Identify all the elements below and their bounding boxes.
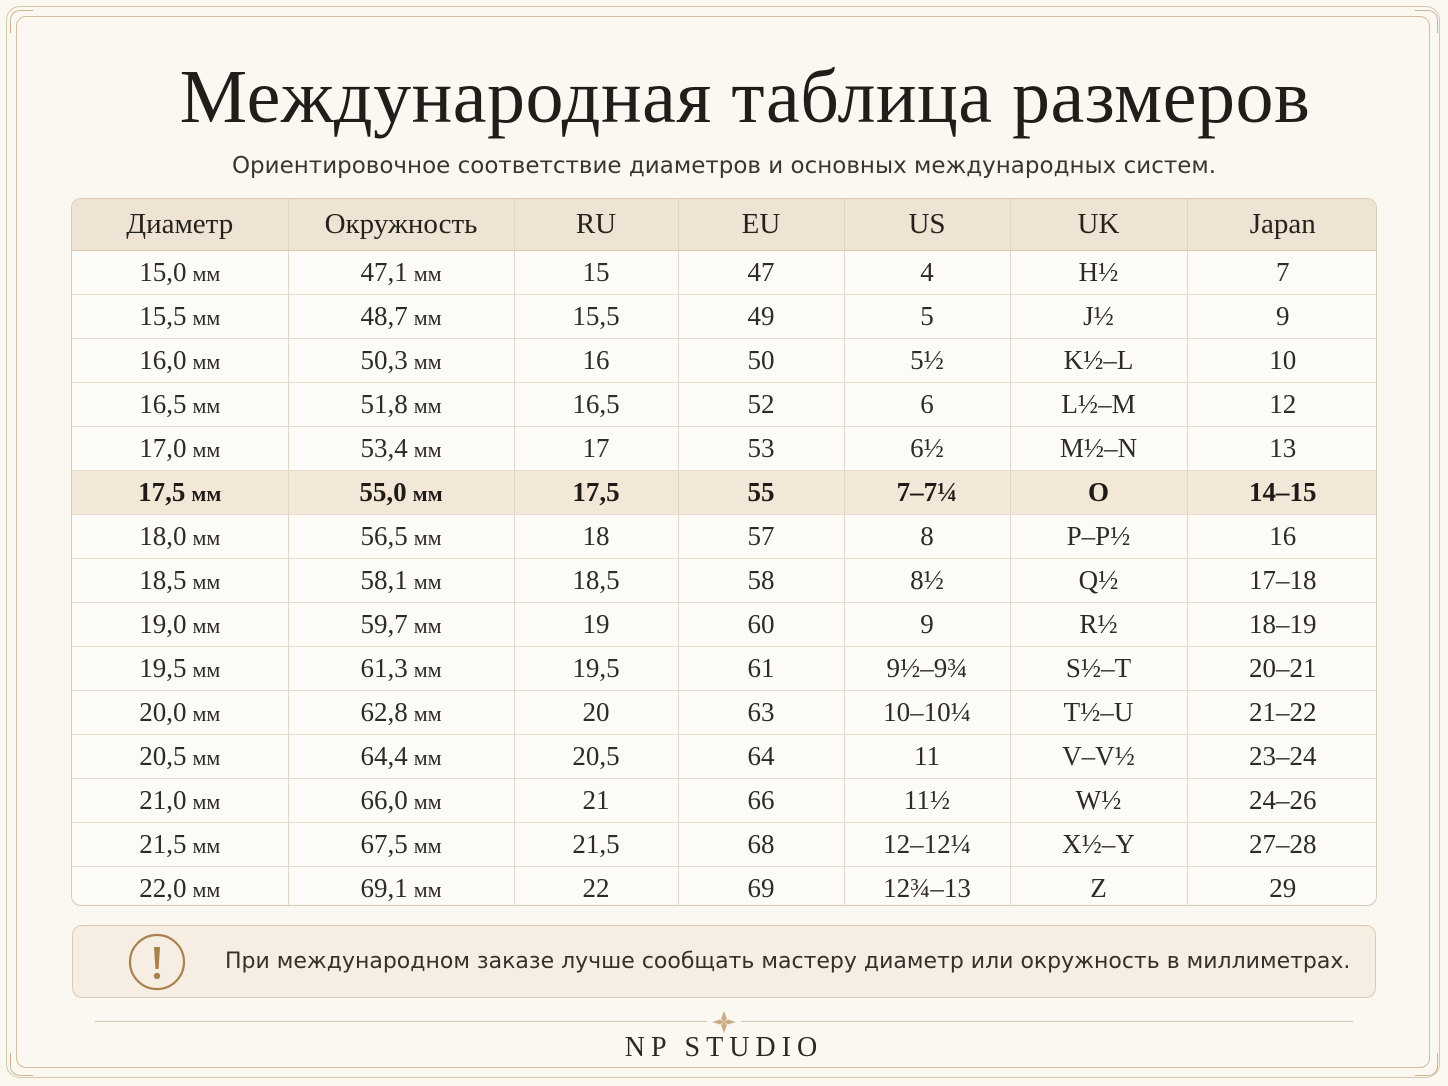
cell-value: 17,0 — [139, 432, 187, 463]
table-row — [72, 646, 1377, 690]
note-box — [72, 925, 1376, 998]
unit-label: мм — [413, 656, 442, 682]
cell-uk — [1010, 382, 1187, 426]
cell-value: 27–28 — [1249, 828, 1317, 859]
table-row — [72, 778, 1377, 822]
table-row — [72, 866, 1377, 906]
cell-value: 56,5 — [360, 520, 408, 551]
cell-value: 59,7 — [360, 608, 408, 639]
cell-japan — [1187, 470, 1377, 514]
header-circumference: Окружность — [288, 199, 514, 250]
cell-circumference — [288, 690, 514, 734]
table-row — [72, 470, 1377, 514]
cell-value: 48,7 — [360, 300, 408, 331]
cell-circumference — [288, 470, 514, 514]
cell-value: 21–22 — [1249, 696, 1317, 727]
cell-diameter — [72, 602, 288, 646]
cell-value: 17,5 — [572, 476, 620, 507]
cell-us — [844, 734, 1010, 778]
cell-circumference — [288, 778, 514, 822]
cell-value: 69,1 — [360, 872, 408, 903]
cell-value: 7 — [1276, 256, 1290, 287]
table-row — [72, 690, 1377, 734]
cell-value: 15 — [582, 256, 610, 287]
cell-japan — [1187, 690, 1377, 734]
table-row — [72, 294, 1377, 338]
cell-value: 63 — [747, 696, 775, 727]
cell-uk — [1010, 514, 1187, 558]
cell-value: 52 — [747, 388, 775, 419]
cell-value: 15,0 — [139, 256, 187, 287]
unit-label: мм — [192, 392, 221, 418]
cell-diameter — [72, 822, 288, 866]
page-subtitle: Ориентировочное соответствие диаметров и основных международных систем. — [231, 153, 1217, 179]
cell-value: H½ — [1078, 256, 1119, 287]
cell-diameter — [72, 470, 288, 514]
cell-japan — [1187, 514, 1377, 558]
cell-japan — [1187, 646, 1377, 690]
cell-us — [844, 514, 1010, 558]
cell-eu — [678, 866, 844, 906]
unit-label: мм — [413, 700, 442, 726]
cell-ru — [514, 382, 678, 426]
cell-value: 19,5 — [572, 652, 620, 683]
cell-value: 29 — [1269, 872, 1297, 903]
cell-value: 53,4 — [360, 432, 408, 463]
cell-diameter — [72, 778, 288, 822]
cell-value: 64 — [747, 740, 775, 771]
cell-diameter — [72, 382, 288, 426]
cell-uk — [1010, 558, 1187, 602]
unit-label: мм — [413, 392, 442, 418]
cell-ru — [514, 338, 678, 382]
table-row — [72, 250, 1377, 294]
unit-label: мм — [192, 832, 221, 858]
cell-japan — [1187, 734, 1377, 778]
table-body — [72, 250, 1377, 906]
cell-ru — [514, 426, 678, 470]
cell-value: 16,5 — [139, 388, 187, 419]
unit-label: мм — [192, 436, 221, 462]
unit-label: мм — [413, 260, 442, 286]
cell-japan — [1187, 602, 1377, 646]
cell-value: 17,5 — [138, 476, 186, 507]
unit-label: мм — [412, 480, 443, 506]
cell-value: L½–M — [1061, 388, 1136, 419]
cell-circumference — [288, 734, 514, 778]
cell-diameter — [72, 514, 288, 558]
cell-value: 47,1 — [360, 256, 408, 287]
unit-label: мм — [413, 612, 442, 638]
cell-ru — [514, 558, 678, 602]
cell-value: 16 — [1269, 520, 1297, 551]
cell-value: 69 — [747, 872, 775, 903]
cell-value: 62,8 — [360, 696, 408, 727]
cell-us — [844, 382, 1010, 426]
unit-label: мм — [192, 524, 221, 550]
header-uk: UK — [1010, 199, 1187, 250]
corner-ornament — [10, 10, 33, 33]
cell-uk — [1010, 866, 1187, 906]
cell-value: 20,5 — [139, 740, 187, 771]
cell-diameter — [72, 558, 288, 602]
size-table-container — [71, 198, 1377, 906]
cell-value: 50 — [747, 344, 775, 375]
cell-uk — [1010, 778, 1187, 822]
cell-us — [844, 338, 1010, 382]
cell-value: 21,5 — [139, 828, 187, 859]
cell-ru — [514, 822, 678, 866]
cell-value: 67,5 — [360, 828, 408, 859]
cell-value: 21 — [582, 784, 610, 815]
cell-ru — [514, 470, 678, 514]
cell-japan — [1187, 778, 1377, 822]
unit-label: мм — [192, 700, 221, 726]
cell-diameter — [72, 646, 288, 690]
cell-value: 64,4 — [360, 740, 408, 771]
table-header-row — [72, 199, 1377, 250]
cell-ru — [514, 778, 678, 822]
cell-value: 4 — [920, 256, 934, 287]
unit-label: мм — [192, 348, 221, 374]
cell-uk — [1010, 646, 1187, 690]
cell-value: M½–N — [1059, 432, 1138, 463]
unit-label: мм — [413, 744, 442, 770]
page-title: Международная таблица размеров — [179, 55, 1311, 139]
cell-value: 58 — [747, 564, 775, 595]
cell-value: 16,0 — [139, 344, 187, 375]
cell-us — [844, 866, 1010, 906]
cell-circumference — [288, 558, 514, 602]
unit-label: мм — [191, 480, 222, 506]
cell-circumference — [288, 294, 514, 338]
cell-ru — [514, 734, 678, 778]
cell-eu — [678, 382, 844, 426]
cell-value: 17–18 — [1249, 564, 1317, 595]
cell-uk — [1010, 250, 1187, 294]
cell-circumference — [288, 426, 514, 470]
header-us: US — [844, 199, 1010, 250]
cell-value: 8 — [920, 520, 934, 551]
cell-value: 10 — [1269, 344, 1297, 375]
unit-label: мм — [413, 304, 442, 330]
cell-us — [844, 470, 1010, 514]
cell-diameter — [72, 690, 288, 734]
cell-eu — [678, 822, 844, 866]
cell-eu — [678, 558, 844, 602]
cell-value: P–P½ — [1066, 520, 1131, 551]
unit-label: мм — [413, 876, 442, 902]
exclamation-circle-icon — [128, 933, 186, 991]
cell-uk — [1010, 734, 1187, 778]
header-diameter: Диаметр — [72, 199, 288, 250]
cell-eu — [678, 646, 844, 690]
cell-diameter — [72, 426, 288, 470]
cell-diameter — [72, 734, 288, 778]
cell-value: X½–Y — [1062, 828, 1135, 859]
cell-value: 23–24 — [1249, 740, 1317, 771]
cell-value: 9 — [1276, 300, 1290, 331]
cell-ru — [514, 646, 678, 690]
cell-value: 21,0 — [139, 784, 187, 815]
header-ru: RU — [514, 199, 678, 250]
cell-us — [844, 690, 1010, 734]
cell-diameter — [72, 250, 288, 294]
cell-value: 10–10¼ — [883, 696, 971, 727]
cell-value: 47 — [747, 256, 775, 287]
cell-diameter — [72, 866, 288, 906]
unit-label: мм — [192, 744, 221, 770]
cell-ru — [514, 294, 678, 338]
cell-value: 19,0 — [139, 608, 187, 639]
cell-eu — [678, 294, 844, 338]
cell-ru — [514, 866, 678, 906]
cell-value: K½–L — [1063, 344, 1134, 375]
unit-label: мм — [413, 832, 442, 858]
corner-ornament — [1415, 10, 1438, 33]
header-eu: EU — [678, 199, 844, 250]
cell-japan — [1187, 250, 1377, 294]
cell-value: 61,3 — [360, 652, 408, 683]
cell-value: 7–7¼ — [896, 476, 958, 507]
cell-us — [844, 250, 1010, 294]
cell-value: 24–26 — [1249, 784, 1317, 815]
cell-eu — [678, 514, 844, 558]
cell-value: 9 — [920, 608, 934, 639]
cell-value: 15,5 — [139, 300, 187, 331]
cell-value: 11½ — [903, 784, 951, 815]
cell-value: V–V½ — [1062, 740, 1135, 771]
cell-eu — [678, 250, 844, 294]
cell-us — [844, 602, 1010, 646]
cell-value: 18,0 — [139, 520, 187, 551]
header-japan: Japan — [1187, 199, 1377, 250]
cell-circumference — [288, 250, 514, 294]
unit-label: мм — [192, 568, 221, 594]
cell-ru — [514, 514, 678, 558]
table-row — [72, 734, 1377, 778]
cell-value: 61 — [747, 652, 775, 683]
cell-value: 53 — [747, 432, 775, 463]
table-row — [72, 602, 1377, 646]
cell-uk — [1010, 602, 1187, 646]
unit-label: мм — [192, 260, 221, 286]
cell-uk — [1010, 426, 1187, 470]
cell-uk — [1010, 822, 1187, 866]
cell-uk — [1010, 690, 1187, 734]
footer-divider — [741, 1021, 1353, 1022]
cell-eu — [678, 338, 844, 382]
cell-value: 68 — [747, 828, 775, 859]
cell-circumference — [288, 382, 514, 426]
cell-eu — [678, 690, 844, 734]
cell-ru — [514, 690, 678, 734]
cell-circumference — [288, 646, 514, 690]
cell-value: 22,0 — [139, 872, 187, 903]
cell-value: Z — [1090, 872, 1107, 903]
cell-uk — [1010, 470, 1187, 514]
cell-eu — [678, 426, 844, 470]
cell-eu — [678, 470, 844, 514]
cell-value: 49 — [747, 300, 775, 331]
unit-label: мм — [413, 524, 442, 550]
cell-us — [844, 778, 1010, 822]
cell-japan — [1187, 426, 1377, 470]
cell-value: 20 — [582, 696, 610, 727]
cell-value: 12 — [1269, 388, 1297, 419]
cell-circumference — [288, 602, 514, 646]
cell-value: W½ — [1075, 784, 1122, 815]
cell-eu — [678, 778, 844, 822]
cell-value: 55 — [747, 476, 775, 507]
cell-value: 22 — [582, 872, 610, 903]
cell-value: 20–21 — [1249, 652, 1317, 683]
cell-value: 20,5 — [572, 740, 620, 771]
cell-us — [844, 646, 1010, 690]
brand-name: NP STUDIO — [624, 1032, 824, 1063]
table-row — [72, 514, 1377, 558]
cell-diameter — [72, 294, 288, 338]
cell-ru — [514, 250, 678, 294]
cell-value: 5½ — [910, 344, 944, 375]
cell-circumference — [288, 822, 514, 866]
cell-us — [844, 822, 1010, 866]
cell-circumference — [288, 338, 514, 382]
cell-value: 19 — [582, 608, 610, 639]
cell-value: 15,5 — [572, 300, 620, 331]
cell-value: 11 — [914, 740, 940, 771]
cell-value: 60 — [747, 608, 775, 639]
cell-value: 58,1 — [360, 564, 408, 595]
cell-value: 66,0 — [360, 784, 408, 815]
cell-eu — [678, 734, 844, 778]
size-table — [72, 199, 1377, 906]
cell-value: 18 — [582, 520, 610, 551]
cell-us — [844, 294, 1010, 338]
unit-label: мм — [192, 788, 221, 814]
cell-value: 21,5 — [572, 828, 620, 859]
cell-value: 8½ — [910, 564, 944, 595]
cell-us — [844, 426, 1010, 470]
unit-label: мм — [192, 304, 221, 330]
cell-japan — [1187, 866, 1377, 906]
cell-value: 6½ — [910, 432, 944, 463]
cell-value: 51,8 — [360, 388, 408, 419]
table-row — [72, 822, 1377, 866]
cell-value: 57 — [747, 520, 775, 551]
cell-value: R½ — [1079, 608, 1118, 639]
unit-label: мм — [413, 436, 442, 462]
cell-value: 18–19 — [1249, 608, 1317, 639]
unit-label: мм — [192, 612, 221, 638]
cell-value: 17 — [582, 432, 610, 463]
cell-value: 14–15 — [1249, 476, 1317, 507]
cell-value: 6 — [920, 388, 934, 419]
cell-value: Q½ — [1078, 564, 1119, 595]
unit-label: мм — [413, 348, 442, 374]
unit-label: мм — [192, 876, 221, 902]
table-row — [72, 382, 1377, 426]
cell-value: 16,5 — [572, 388, 620, 419]
table-row — [72, 426, 1377, 470]
cell-japan — [1187, 338, 1377, 382]
cell-uk — [1010, 338, 1187, 382]
cell-diameter — [72, 338, 288, 382]
cell-value: 18,5 — [139, 564, 187, 595]
cell-value: 19,5 — [139, 652, 187, 683]
table-row — [72, 558, 1377, 602]
cell-value: J½ — [1083, 300, 1114, 331]
footer-divider — [95, 1021, 707, 1022]
cell-japan — [1187, 382, 1377, 426]
cell-value: 20,0 — [139, 696, 187, 727]
cell-value: 50,3 — [360, 344, 408, 375]
cell-value: T½–U — [1063, 696, 1134, 727]
cell-value: 12–12¼ — [883, 828, 971, 859]
table-row — [72, 338, 1377, 382]
cell-value: 5 — [920, 300, 934, 331]
note-text: При международном заказе лучше сообщать мастеру диаметр или окружность в миллиметрах. — [225, 949, 1351, 974]
cell-value: O — [1087, 476, 1109, 507]
cell-japan — [1187, 822, 1377, 866]
cell-value: 66 — [747, 784, 775, 815]
cell-value: 55,0 — [359, 476, 407, 507]
unit-label: мм — [413, 568, 442, 594]
cell-value: 16 — [582, 344, 610, 375]
unit-label: мм — [413, 788, 442, 814]
cell-value: 9½–9¾ — [886, 652, 968, 683]
cell-value: 18,5 — [572, 564, 620, 595]
cell-value: S½–T — [1065, 652, 1132, 683]
cell-japan — [1187, 294, 1377, 338]
cell-circumference — [288, 866, 514, 906]
cell-japan — [1187, 558, 1377, 602]
cell-eu — [678, 602, 844, 646]
cell-value: 13 — [1269, 432, 1297, 463]
cell-ru — [514, 602, 678, 646]
cell-uk — [1010, 294, 1187, 338]
cell-circumference — [288, 514, 514, 558]
unit-label: мм — [192, 656, 221, 682]
cell-us — [844, 558, 1010, 602]
cell-value: 12¾–13 — [883, 872, 971, 903]
